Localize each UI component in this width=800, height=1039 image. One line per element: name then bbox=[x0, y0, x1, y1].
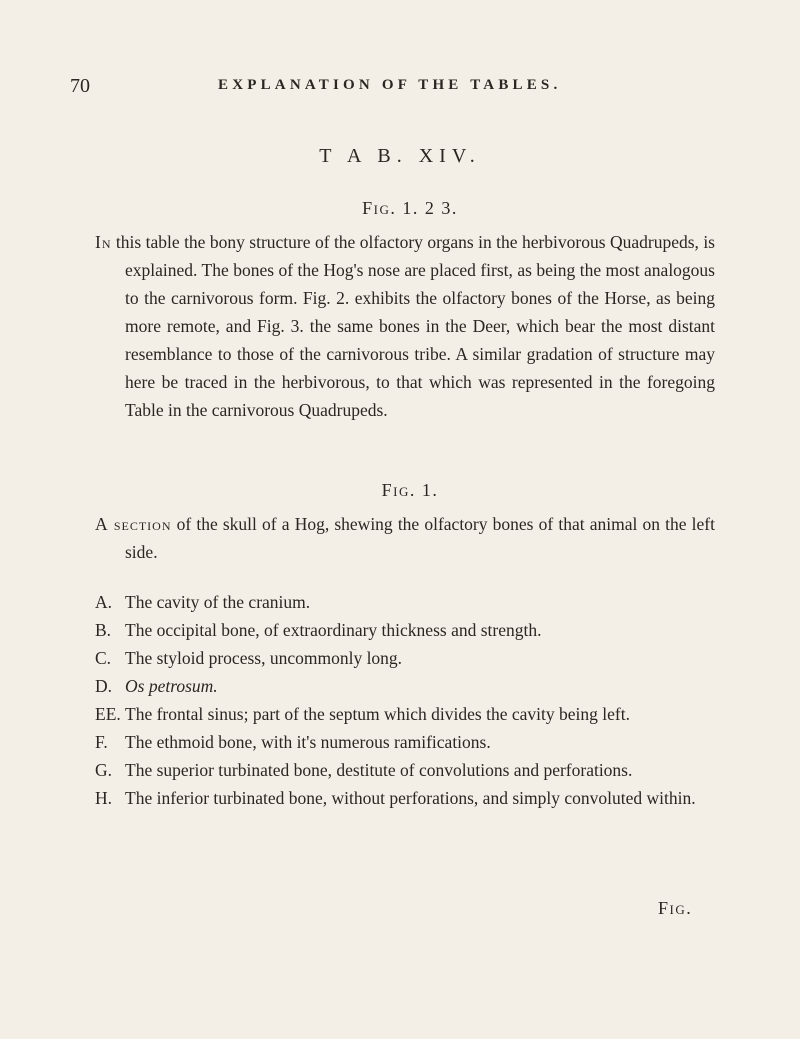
figure-legend bbox=[95, 588, 715, 812]
legend-item bbox=[95, 616, 715, 644]
table-title: T A B. XIV. bbox=[319, 145, 481, 167]
section-text: of the skull of a Hog, shewing the olfactory bones of that animal on the left side. bbox=[125, 514, 715, 562]
legend-text: Os petrosum. bbox=[125, 676, 218, 696]
legend-item bbox=[95, 644, 715, 672]
intro-lead-word: In bbox=[95, 232, 112, 252]
section-paragraph bbox=[95, 510, 715, 566]
legend-item bbox=[95, 728, 715, 756]
running-title: EXPLANATION OF THE TABLES. bbox=[218, 77, 562, 93]
figure-heading-1: Fig. 1. bbox=[381, 480, 439, 500]
legend-letter: B. bbox=[95, 620, 112, 640]
legend-text: The occipital bone, of extraordinary thickness and strength. bbox=[125, 620, 542, 640]
legend-text: The inferior turbinated bone, without perforations, and simply convoluted within. bbox=[125, 788, 696, 808]
section-lead-words: A section bbox=[95, 514, 172, 534]
catchword: Fig. bbox=[658, 898, 693, 918]
intro-paragraph bbox=[95, 228, 715, 424]
legend-letter: D. bbox=[95, 676, 113, 696]
legend-letter: C. bbox=[95, 648, 112, 668]
legend-item bbox=[95, 672, 715, 700]
legend-text: The cavity of the cranium. bbox=[125, 592, 311, 612]
legend-letter: EE. bbox=[95, 704, 121, 724]
legend-item bbox=[95, 700, 715, 728]
page-number: 70 bbox=[70, 75, 90, 97]
running-head bbox=[70, 75, 690, 101]
legend-text: The styloid process, uncommonly long. bbox=[125, 648, 403, 668]
legend-text: The superior turbinated bone, destitute of convolutions and perforations. bbox=[125, 760, 633, 780]
figure-heading-1-2-3: Fig. 1. 2 3. bbox=[362, 198, 458, 218]
legend-item bbox=[95, 784, 715, 812]
legend-item bbox=[95, 588, 715, 616]
legend-letter: A. bbox=[95, 592, 113, 612]
legend-letter: H. bbox=[95, 788, 113, 808]
legend-text: The frontal sinus; part of the septum which divides the cavity being left. bbox=[125, 704, 630, 724]
legend-text: The ethmoid bone, with it's numerous ramifications. bbox=[125, 732, 491, 752]
legend-item bbox=[95, 756, 715, 784]
legend-letter: G. bbox=[95, 760, 113, 780]
intro-text: this table the bony structure of the olfactory organs in the herbivorous Quadrupeds, is explained. The bones of the Hog's nose are placed first, as being the most analogous to the carnivorous form. Fig. 2. exhibits the olfactory bones of the Horse, as being more remote, and Fig. 3. the same bones in the Deer, which bear the most distant resemblance to those of the carnivorous tribe. A similar gradation of structure may here be traced in the herbivorous, to that which was represented in the foregoing Table in the carnivorous Quadrupeds. bbox=[111, 232, 715, 420]
legend-letter: F. bbox=[95, 732, 108, 752]
